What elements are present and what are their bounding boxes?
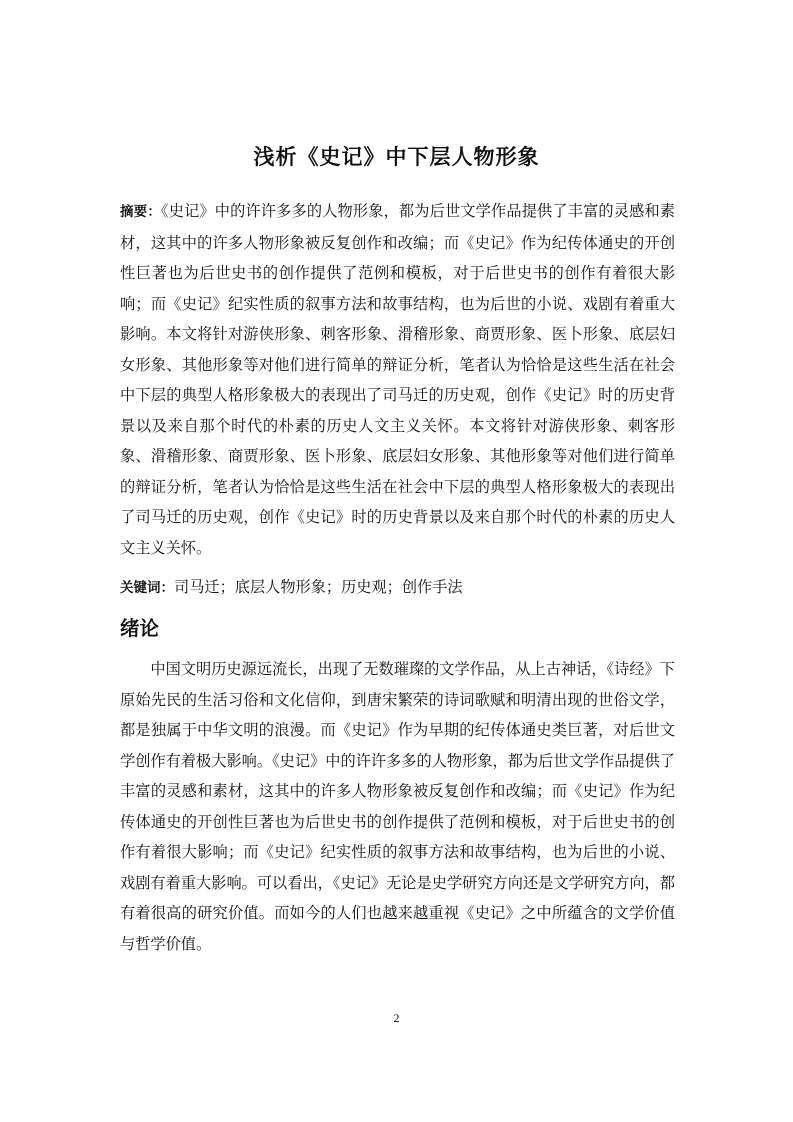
abstract-label: 摘要： xyxy=(120,204,161,220)
page-number: 2 xyxy=(393,1011,400,1025)
introduction-paragraph: 中国文明历史源远流长，出现了无数璀璨的文学作品，从上古神话，《诗经》下原始先民的生活习俗和文化信仰，到唐宋繁荣的诗词歌赋和明清出现的世俗文学，都是独属于中华文明的浪漫。而《史记》作为早期的纪传体通史类巨著，对后世文学创作有着极大影响。《史记》中的许许多多的人物形象，都为后世文学作品提供了丰富的灵感和素材，这其中的许多人物形象被反复创作和改编；而《史记》作为纪传体通史的开创性巨著也为后世史书的创作提供了范例和模板，对于后世史书的创作有着很大影响；而《史记》纪实性质的叙事方法和故事结构，也为后世的小说、戏剧有着重大影响。可以看出，《史记》无论是史学研究方向还是文学研究方向，都有着很高的研究价值。而如今的人们也越来越重视《史记》之中所蕴含的文学价值与哲学价值。 xyxy=(120,660,675,953)
abstract-paragraph xyxy=(120,196,675,563)
keywords-text: 司马迁；底层人物形象；历史观；创作手法 xyxy=(174,578,463,596)
keywords-label: 关键词： xyxy=(120,580,174,596)
abstract-text: 《史记》中的许许多多的人物形象，都为后世文学作品提供了丰富的灵感和素材，这其中的许多人物形象被反复创作和改编；而《史记》作为纪传体通史的开创性巨著也为后世史书的创作提供了范例和模板，对于后世史书的创作有着很大影响；而《史记》纪实性质的叙事方法和故事结构，也为后世的小说、戏剧有着重大影响。本文将针对游侠形象、刺客形象、滑稽形象、商贾形象、医卜形象、底层妇女形象、其他形象等对他们进行简单的辩证分析，笔者认为恰恰是这些生活在社会中下层的典型人格形象极大的表现出了司马迁的历史观，创作《史记》时的历史背景以及来自那个时代的朴素的历史人文主义关怀。本文将针对游侠形象、刺客形象、滑稽形象、商贾形象、医卜形象、底层妇女形象、其他形象等对他们进行简单的辩证分析，笔者认为恰恰是这些生活在社会中下层的典型人格形象极大的表现出了司马迁的历史观，创作《史记》时的历史背景以及来自那个时代的朴素的历史人文主义关怀。 xyxy=(120,202,676,557)
section-heading: 绪论 xyxy=(120,617,160,640)
keywords-line xyxy=(120,573,675,602)
document-title: 浅析《史记》中下层人物形象 xyxy=(253,145,540,170)
